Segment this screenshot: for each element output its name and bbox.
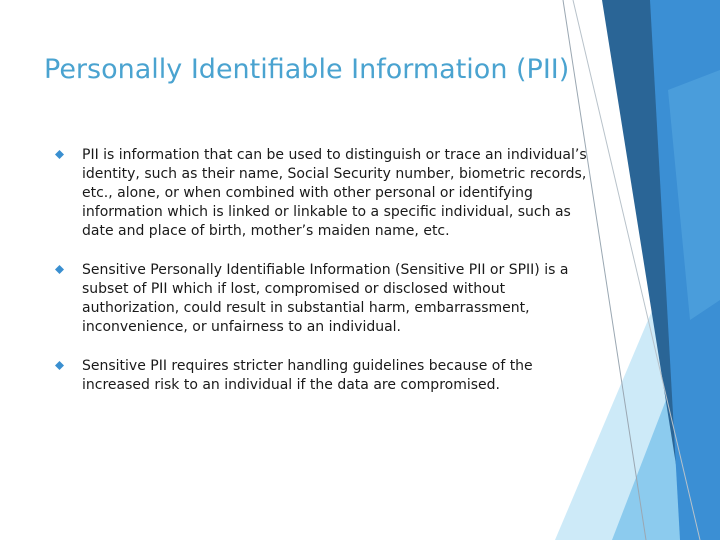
bullet-text: Sensitive Personally Identifiable Information (Sensitive PII or SPII) is a subset of PII which if lost, compromised or disclosed without authorization, could result in substantial harm, embarrassment, inconvenience, or unfairness to an individual. bbox=[82, 262, 569, 335]
diamond-icon bbox=[55, 150, 64, 159]
bullet-text: PII is information that can be used to distinguish or trace an individual’s identity, such as their name, Social Security number, biometric records, etc., alone, or when combined with other personal or identifying information which is linked or linkable to a specific individual, such as date and place of birth, mother’s maiden name, etc. bbox=[82, 147, 587, 239]
bullet-item bbox=[52, 146, 592, 241]
bullet-item bbox=[52, 261, 592, 337]
diamond-icon bbox=[55, 361, 64, 370]
diamond-icon bbox=[55, 265, 64, 274]
bullet-item bbox=[52, 357, 592, 395]
slide-title: Personally Identifiable Information (PII) bbox=[44, 54, 570, 85]
bullet-text: Sensitive PII requires stricter handling guidelines because of the increased risk to an individual if the data are compromised. bbox=[82, 358, 533, 393]
bullet-list bbox=[52, 146, 592, 395]
